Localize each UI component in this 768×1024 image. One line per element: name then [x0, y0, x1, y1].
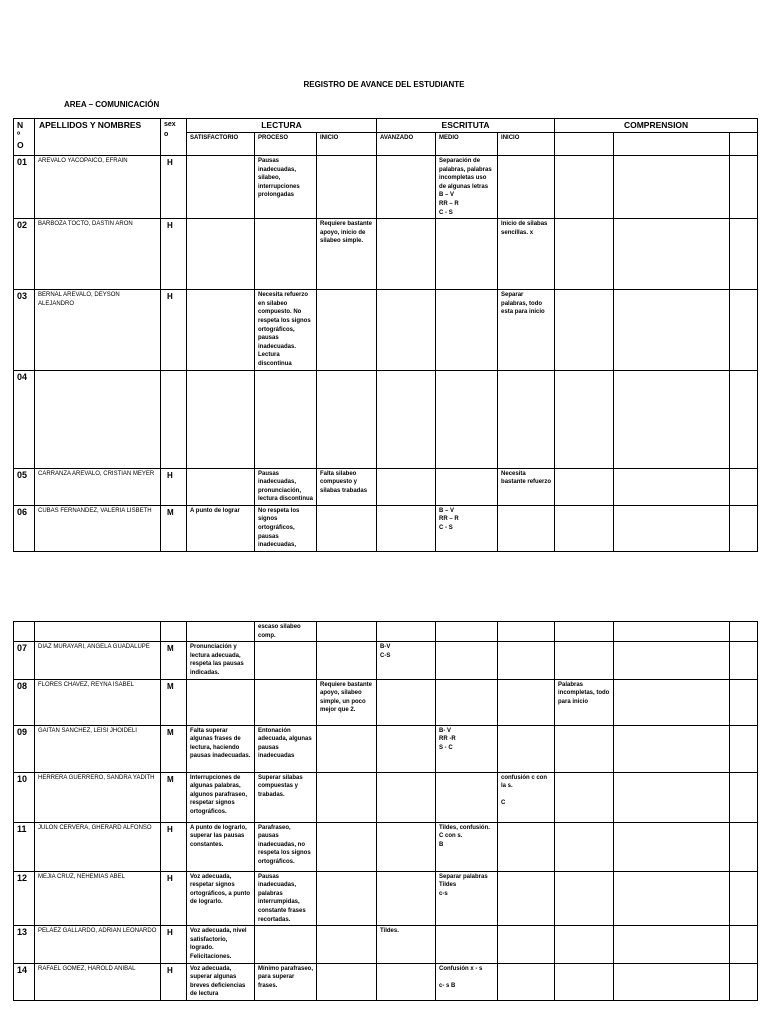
cell-ini: [317, 772, 377, 822]
student-sex: H: [161, 290, 187, 370]
row-number: 13: [14, 926, 35, 963]
student-sex: H: [161, 871, 187, 926]
cell-ini: [317, 370, 377, 468]
comprension-header: COMPRENSION: [555, 119, 758, 133]
student-name: HERRERA GUERRERO, SANDRA YADITH: [35, 772, 161, 822]
cell-c2: [614, 156, 730, 219]
student-name: AREVALO YACOPAICO, EFRAIN: [35, 156, 161, 219]
cell-c1: [555, 468, 614, 505]
cell-c1: [555, 772, 614, 822]
progress-table-page1: [13, 118, 758, 552]
escritura-header: ESCRITUTA: [377, 119, 555, 133]
cell-c3: [730, 290, 758, 370]
student-sex: H: [161, 156, 187, 219]
cell-pro: Necesita refuerzo en silabeo compuesto. No respeta los signos ortográficos, pausas inadecuadas. Lectura discontinua: [255, 290, 317, 370]
cell-pro: Pausas inadecuadas, palabras interrumpidas, constante frases recortadas.: [255, 871, 317, 926]
cell-pro: Parafraseo, pausas inadecuadas, no respeta los signos ortográficos.: [255, 822, 317, 871]
student-name: FLORES CHAVEZ, REYNA ISABEL: [35, 679, 161, 725]
student-sex: M: [161, 505, 187, 551]
student-sex: H: [161, 219, 187, 290]
table-row: [14, 642, 758, 679]
cell-sat: Interrupciones de algunas palabras, algunos parafraseo, respetar signos ortográficos.: [187, 772, 255, 822]
cell-c1: [555, 219, 614, 290]
row-number: 07: [14, 642, 35, 679]
cell-ini: [317, 156, 377, 219]
cell-c2: [614, 926, 730, 963]
cell-c1: [555, 871, 614, 926]
cell-pro: Superar silabas compuestas y trabadas.: [255, 772, 317, 822]
cell-c3: [730, 642, 758, 679]
lectura-header: LECTURA: [187, 119, 377, 133]
cell-c2: [614, 772, 730, 822]
cell-ini: [317, 926, 377, 963]
cell-c2: [614, 679, 730, 725]
cell-ini: [317, 642, 377, 679]
comprension-col-1: [555, 133, 614, 156]
cell-c1: [555, 642, 614, 679]
row-number: 04: [14, 370, 35, 468]
cell-ava: Tildes.: [377, 926, 436, 963]
cell-sat: [187, 679, 255, 725]
table-row: [14, 370, 758, 468]
student-sex: M: [161, 679, 187, 725]
cell-med: [436, 290, 498, 370]
col-num-header: N º O: [14, 119, 35, 156]
cell-c2: [614, 871, 730, 926]
table-row: [14, 219, 758, 290]
cell-ini2: [498, 679, 555, 725]
cell-ini2: [498, 505, 555, 551]
row-number: 06: [14, 505, 35, 551]
cell-pro: [255, 926, 317, 963]
cell-med: [436, 468, 498, 505]
cell-sat: [187, 219, 255, 290]
cell-ini: Requiere bastante apoyo, silabeo simple, un poco mejor que 2.: [317, 679, 377, 725]
student-name: CARRANZA AREVALO, CRISTIAN MEYER: [35, 468, 161, 505]
cell-ava: [377, 822, 436, 871]
table-row: [14, 725, 758, 772]
student-sex: H: [161, 468, 187, 505]
cell-ini2: Inicio de silabas sencillas. x: [498, 219, 555, 290]
cell-ava: [377, 290, 436, 370]
table-row: [14, 505, 758, 551]
cell-c1: [555, 370, 614, 468]
cell-c2: [614, 822, 730, 871]
area-heading: AREA – COMUNICACIÓN: [64, 100, 160, 109]
table-row: [14, 822, 758, 871]
student-sex: H: [161, 926, 187, 963]
cell-ini2: [498, 871, 555, 926]
cell-ini: [317, 822, 377, 871]
cell-c1: Palabras incompletas, todo para inicio: [555, 679, 614, 725]
table-row: [14, 290, 758, 370]
cell-med: [436, 219, 498, 290]
cell-c3: [730, 505, 758, 551]
cell-ini2: Separar palabras, todo esta para inicio: [498, 290, 555, 370]
cell-ini: [317, 871, 377, 926]
cell-ini: [317, 505, 377, 551]
cell-med: [436, 642, 498, 679]
cell-ini: [317, 963, 377, 1000]
cell-pro: Mínimo parafraseo, para superar frases.: [255, 963, 317, 1000]
cell-ava: [377, 370, 436, 468]
cell-ini2: [498, 963, 555, 1000]
cell-c2: [614, 468, 730, 505]
cell-sat: [187, 370, 255, 468]
cell-c3: [730, 963, 758, 1000]
student-name: CUBAS FERNANDEZ, VALERIA LISBETH: [35, 505, 161, 551]
col-names-header: APELLIDOS Y NOMBRES: [35, 119, 161, 156]
cell-ini: [317, 725, 377, 772]
cell-ini: [317, 290, 377, 370]
progress-table-page2: [13, 621, 758, 1001]
cell-pro: No respeta los signos ortográficos, pausas inadecuadas,: [255, 505, 317, 551]
cell-ini2: [498, 370, 555, 468]
row-number: 09: [14, 725, 35, 772]
cell-c2: [614, 219, 730, 290]
cell-ava: [377, 871, 436, 926]
cell-pro: Entonación adecuada, algunas pausas inadecuadas: [255, 725, 317, 772]
cell-c3: [730, 871, 758, 926]
cell-med: [436, 772, 498, 822]
cell-ini2: [498, 642, 555, 679]
cell-pro: [255, 642, 317, 679]
proceso-header: PROCESO: [255, 133, 317, 156]
cell-ini2: [498, 926, 555, 963]
student-name: JULON CERVERA, GHERARD ALFONSO: [35, 822, 161, 871]
cell-med: Separación de palabras, palabras incompletas uso de algunas letras B – V RR – R C - S: [436, 156, 498, 219]
medio-header: MEDIO: [436, 133, 498, 156]
cell-c1: [555, 505, 614, 551]
cell-med: Confusión x - s c- s B: [436, 963, 498, 1000]
inicio2-header: INICIO: [498, 133, 555, 156]
inicio-header: INICIO: [317, 133, 377, 156]
student-name: BARBOZA TOCTO, DASTIN ARON: [35, 219, 161, 290]
cell-c2: [614, 642, 730, 679]
cell-c3: [730, 219, 758, 290]
carry-over-row: [14, 622, 758, 642]
cell-c1: [555, 156, 614, 219]
cell-ava: [377, 156, 436, 219]
comprension-col-3: [730, 133, 758, 156]
cell-med: B – V RR – R C - S: [436, 505, 498, 551]
cell-c3: [730, 926, 758, 963]
student-name: RAFAEL GOMEZ, HAROLD ANIBAL: [35, 963, 161, 1000]
student-name: DIAZ MURAYARI, ANGELA GUADALUPE: [35, 642, 161, 679]
cell-med: Tildes, confusión. C con s. B: [436, 822, 498, 871]
cell-sat: [187, 468, 255, 505]
cell-pro: [255, 679, 317, 725]
cell-med: [436, 679, 498, 725]
cell-c3: [730, 725, 758, 772]
cell-pro: [255, 219, 317, 290]
cell-c1: [555, 963, 614, 1000]
student-sex: M: [161, 725, 187, 772]
document-title: REGISTRO DE AVANCE DEL ESTUDIANTE: [303, 80, 465, 89]
student-sex: M: [161, 772, 187, 822]
cell-sat: A punto de lograrlo, superar las pausas constantes.: [187, 822, 255, 871]
cell-ini: Requiere bastante apoyo, inicio de silabeo simple.: [317, 219, 377, 290]
cell-med: [436, 926, 498, 963]
cell-c3: [730, 822, 758, 871]
satisfactorio-header: SATISFACTORIO: [187, 133, 255, 156]
row-number: 05: [14, 468, 35, 505]
student-sex: M: [161, 642, 187, 679]
cell-med: [436, 370, 498, 468]
cell-sat: Voz adecuada, respetar signos ortográficos, a punto de lograrlo.: [187, 871, 255, 926]
row-number: 02: [14, 219, 35, 290]
row-number: 14: [14, 963, 35, 1000]
cell-c2: [614, 505, 730, 551]
carry-over-text: escaso silabeo comp.: [255, 622, 317, 642]
cell-ini: Falta silabeo compuesto y silabas trabadas: [317, 468, 377, 505]
cell-ava: [377, 772, 436, 822]
row-number: 10: [14, 772, 35, 822]
student-name: BERNAL AREVALO, DEYSON ALEJANDRO: [35, 290, 161, 370]
cell-c1: [555, 725, 614, 772]
student-sex: [161, 370, 187, 468]
cell-pro: Pausas inadecuadas, pronunciación, lectura discontinua: [255, 468, 317, 505]
cell-ava: [377, 505, 436, 551]
table-row: [14, 468, 758, 505]
cell-c3: [730, 370, 758, 468]
table-row: [14, 772, 758, 822]
cell-ava: [377, 468, 436, 505]
cell-ini2: [498, 156, 555, 219]
cell-sat: Voz adecuada, nivel satisfactorio, logrado. Felicitaciones.: [187, 926, 255, 963]
student-sex: H: [161, 822, 187, 871]
cell-ini2: confusión c con la s. C: [498, 772, 555, 822]
cell-c3: [730, 772, 758, 822]
student-name: PELAEZ GALLARDO, ADRIAN LEONARDO: [35, 926, 161, 963]
student-name: [35, 370, 161, 468]
cell-ini2: Necesita bastante refuerzo: [498, 468, 555, 505]
cell-c2: [614, 370, 730, 468]
cell-ini2: [498, 822, 555, 871]
row-number: 03: [14, 290, 35, 370]
cell-med: Separar palabras Tildes c-s: [436, 871, 498, 926]
cell-c1: [555, 822, 614, 871]
comprension-col-2: [614, 133, 730, 156]
student-name: GAITAN SANCHEZ, LEISI JHOIDELI: [35, 725, 161, 772]
row-number: 11: [14, 822, 35, 871]
row-number: 01: [14, 156, 35, 219]
row-number: 12: [14, 871, 35, 926]
cell-ava: [377, 963, 436, 1000]
cell-pro: Pausas inadecuadas, silabeo, interrupciones prolongadas: [255, 156, 317, 219]
student-sex: H: [161, 963, 187, 1000]
col-sex-header: sex o: [161, 119, 187, 156]
student-name: MEJIA CRUZ, NEHEMIAS ABEL: [35, 871, 161, 926]
cell-c3: [730, 679, 758, 725]
cell-c2: [614, 725, 730, 772]
cell-c3: [730, 156, 758, 219]
cell-ava: [377, 219, 436, 290]
cell-med: B- V RR -R S - C: [436, 725, 498, 772]
table-row: [14, 871, 758, 926]
cell-ini2: [498, 725, 555, 772]
cell-c1: [555, 290, 614, 370]
cell-sat: A punto de lograr: [187, 505, 255, 551]
cell-c3: [730, 468, 758, 505]
row-number: 08: [14, 679, 35, 725]
table-row: [14, 963, 758, 1000]
cell-c1: [555, 926, 614, 963]
cell-sat: Pronunciación y lectura adecuada, respeta las pausas indicadas.: [187, 642, 255, 679]
cell-sat: Voz adecuada, superar algunas breves deficiencias de lectura: [187, 963, 255, 1000]
cell-ava: B-V C-S: [377, 642, 436, 679]
cell-ava: [377, 725, 436, 772]
table-row: [14, 679, 758, 725]
cell-sat: [187, 156, 255, 219]
cell-sat: [187, 290, 255, 370]
cell-c2: [614, 290, 730, 370]
table-row: [14, 156, 758, 219]
cell-ava: [377, 679, 436, 725]
cell-c2: [614, 963, 730, 1000]
cell-pro: [255, 370, 317, 468]
table-row: [14, 926, 758, 963]
cell-sat: Falta superar algunas frases de lectura, haciendo pausas inadecuadas.: [187, 725, 255, 772]
avanzado-header: AVANZADO: [377, 133, 436, 156]
